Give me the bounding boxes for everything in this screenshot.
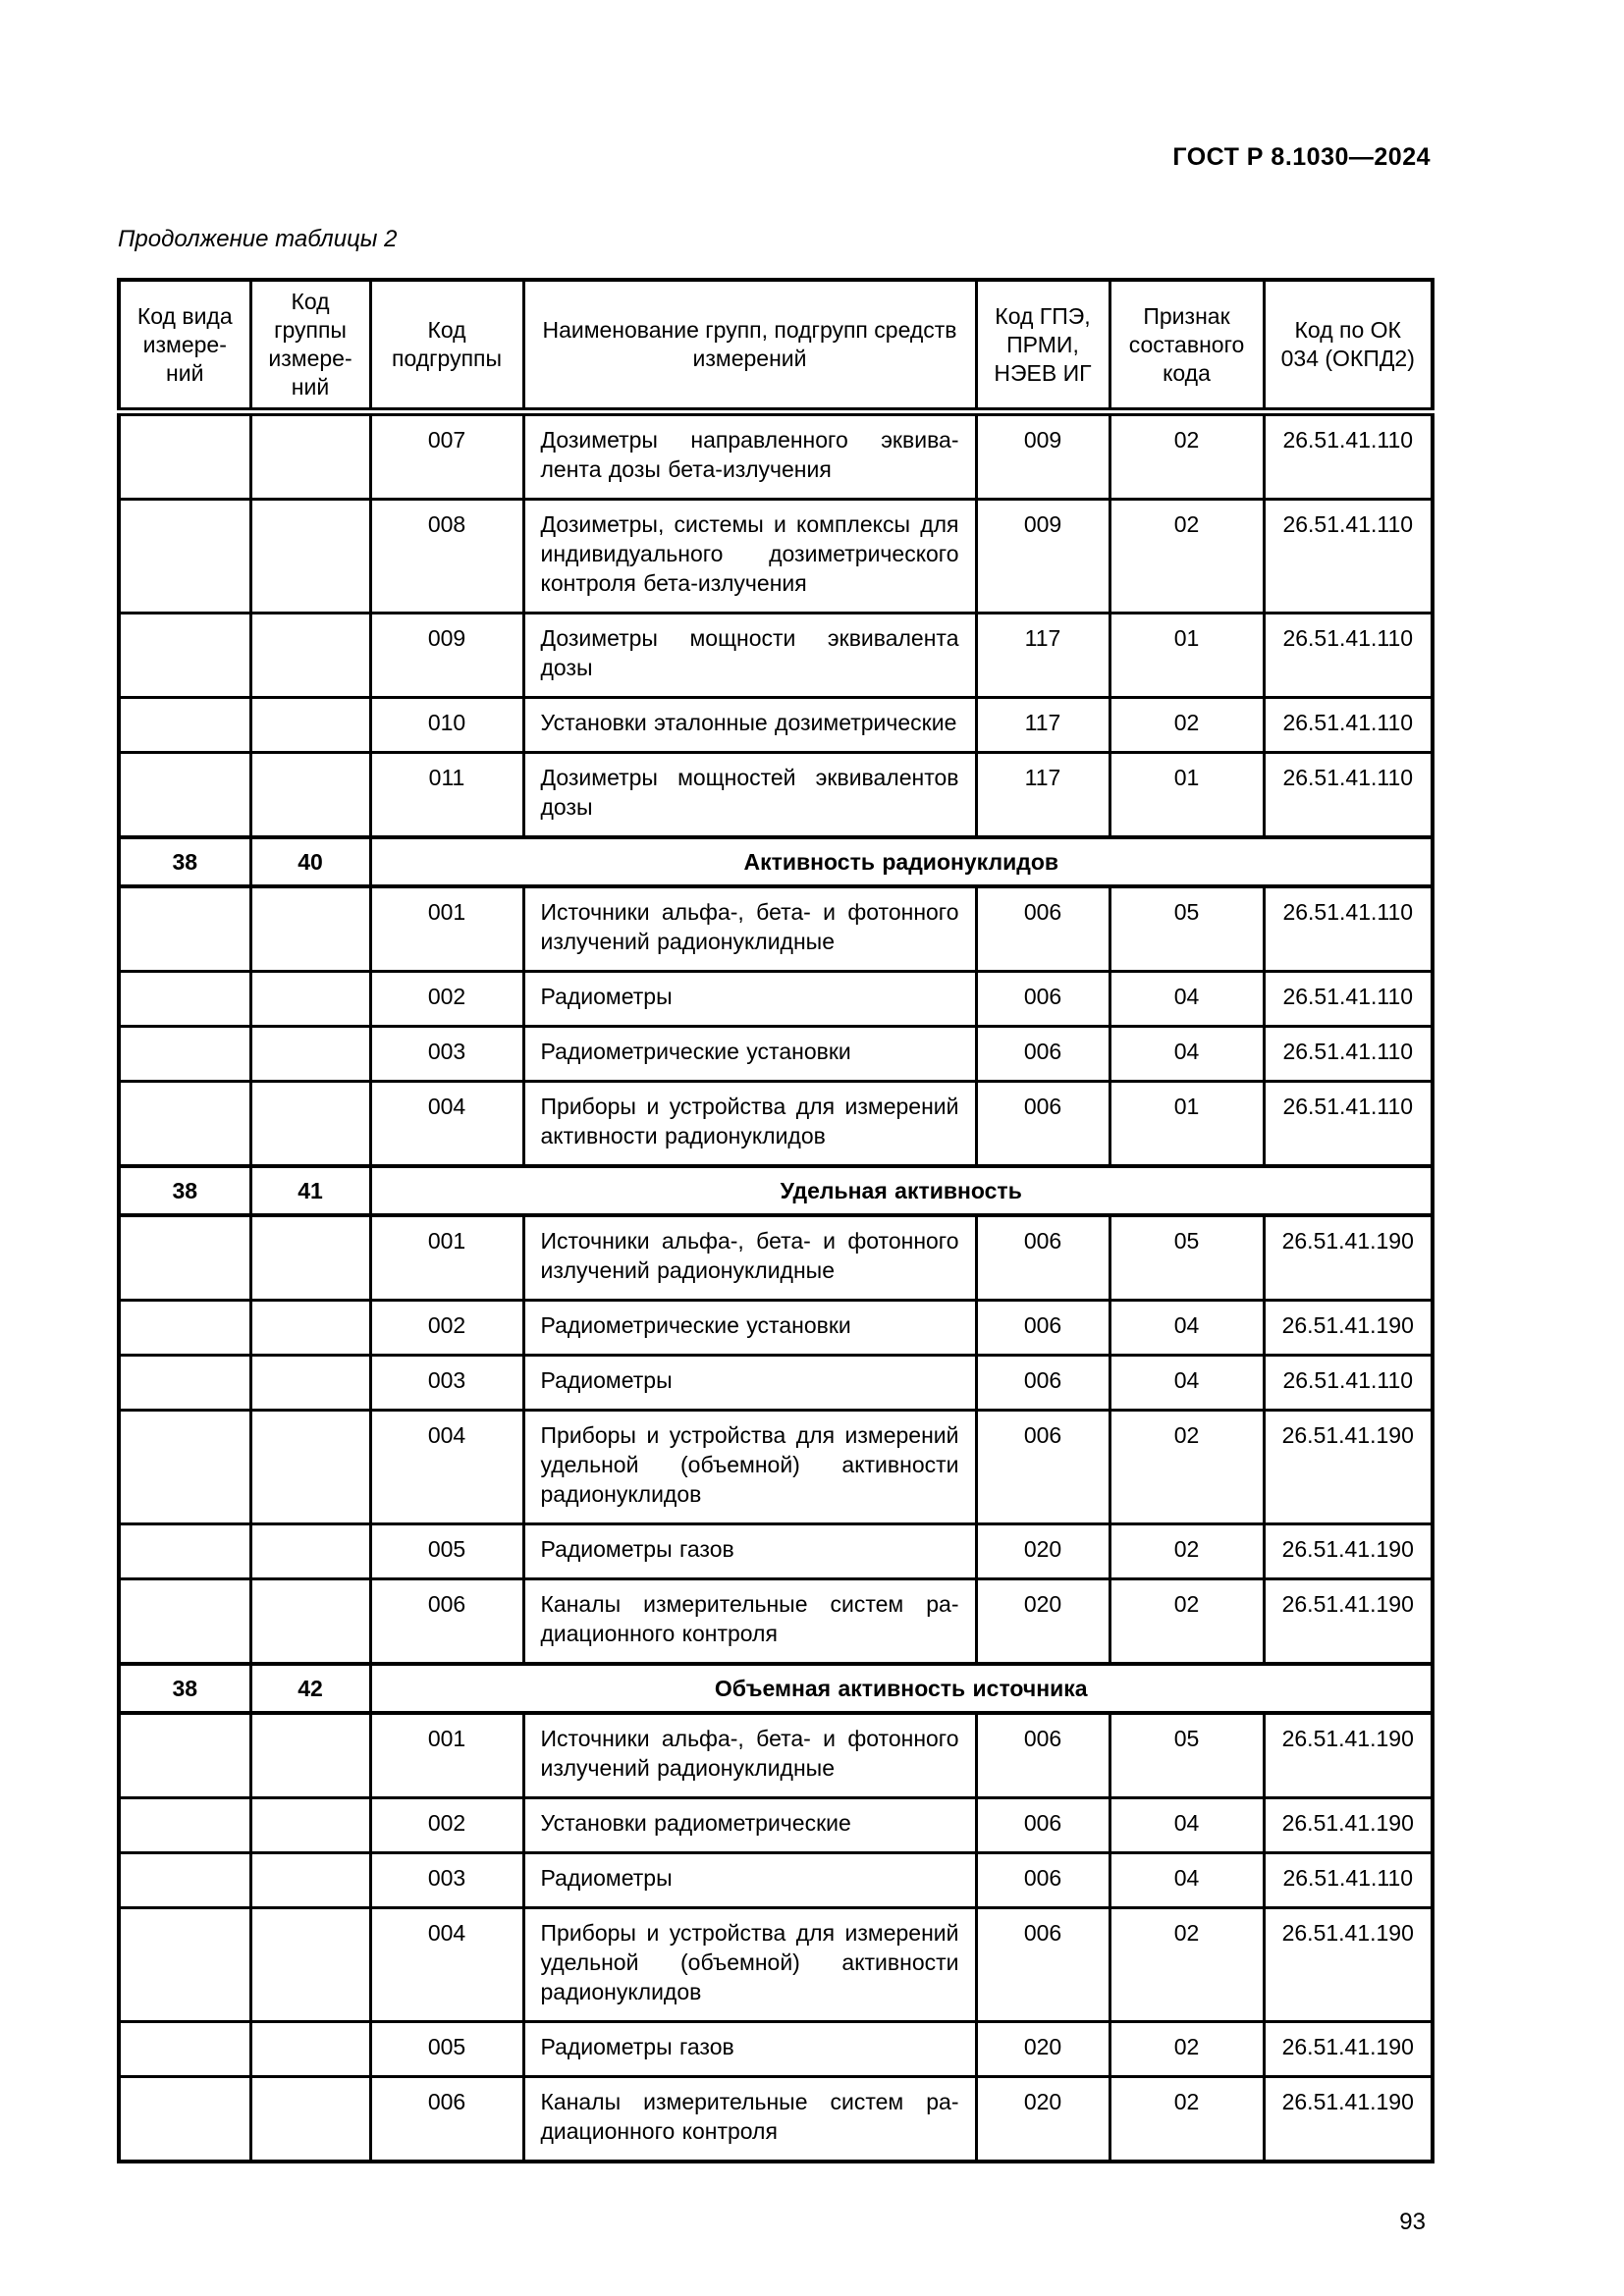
cell-measurement-kind-code — [119, 1027, 250, 1082]
table-row — [119, 1215, 1433, 1301]
cell-name: Радиометры газов — [523, 2022, 976, 2077]
section-row — [119, 1664, 1433, 1713]
cell-gpe-code: 117 — [976, 698, 1110, 753]
cell-measurement-kind-code — [119, 1524, 250, 1579]
cell-okpd-code: 26.51.41.110 — [1264, 1853, 1433, 1908]
cell-name: Радиометрические установки — [523, 1301, 976, 1356]
cell-measurement-kind-code — [119, 2077, 250, 2163]
table-row — [119, 1082, 1433, 1167]
table-row — [119, 1524, 1433, 1579]
cell-measurement-group-code: 42 — [250, 1664, 370, 1713]
cell-measurement-group-code — [250, 1411, 370, 1524]
cell-composite-flag: 04 — [1110, 1798, 1264, 1853]
cell-subgroup-code: 001 — [370, 1713, 523, 1798]
cell-measurement-group-code — [250, 2022, 370, 2077]
col-header-gpe-code: Код ГПЭ, ПРМИ, НЭЕВ ИГ — [976, 280, 1110, 412]
cell-okpd-code: 26.51.41.190 — [1264, 1579, 1433, 1665]
cell-gpe-code: 117 — [976, 753, 1110, 838]
cell-okpd-code: 26.51.41.190 — [1264, 1798, 1433, 1853]
cell-composite-flag: 04 — [1110, 972, 1264, 1027]
cell-subgroup-code: 004 — [370, 1082, 523, 1167]
cell-composite-flag: 02 — [1110, 2077, 1264, 2163]
cell-subgroup-code: 003 — [370, 1853, 523, 1908]
cell-composite-flag: 04 — [1110, 1027, 1264, 1082]
cell-measurement-kind-code: 38 — [119, 837, 250, 886]
cell-measurement-kind-code — [119, 1798, 250, 1853]
cell-subgroup-code: 006 — [370, 2077, 523, 2163]
table-row — [119, 1356, 1433, 1411]
table-row — [119, 1579, 1433, 1665]
cell-gpe-code: 006 — [976, 1082, 1110, 1167]
cell-composite-flag: 02 — [1110, 698, 1264, 753]
cell-composite-flag: 05 — [1110, 1713, 1264, 1798]
cell-measurement-kind-code — [119, 1713, 250, 1798]
table-row — [119, 972, 1433, 1027]
cell-gpe-code: 006 — [976, 1301, 1110, 1356]
cell-okpd-code: 26.51.41.190 — [1264, 2077, 1433, 2163]
cell-subgroup-code: 006 — [370, 1579, 523, 1665]
cell-measurement-group-code — [250, 1579, 370, 1665]
cell-gpe-code: 117 — [976, 614, 1110, 698]
cell-okpd-code: 26.51.41.190 — [1264, 2022, 1433, 2077]
cell-measurement-kind-code: 38 — [119, 1166, 250, 1215]
cell-composite-flag: 04 — [1110, 1853, 1264, 1908]
table-row — [119, 1027, 1433, 1082]
cell-composite-flag: 02 — [1110, 1524, 1264, 1579]
cell-measurement-group-code — [250, 1853, 370, 1908]
table-row — [119, 2022, 1433, 2077]
cell-measurement-group-code — [250, 1713, 370, 1798]
cell-okpd-code: 26.51.41.110 — [1264, 1356, 1433, 1411]
cell-composite-flag: 02 — [1110, 1579, 1264, 1665]
cell-measurement-kind-code — [119, 2022, 250, 2077]
cell-subgroup-code: 009 — [370, 614, 523, 698]
table-row — [119, 2077, 1433, 2163]
cell-measurement-kind-code — [119, 1082, 250, 1167]
cell-subgroup-code: 011 — [370, 753, 523, 838]
table-row — [119, 886, 1433, 972]
cell-okpd-code: 26.51.41.110 — [1264, 614, 1433, 698]
table-row — [119, 412, 1433, 500]
table-row — [119, 500, 1433, 614]
cell-measurement-group-code — [250, 500, 370, 614]
cell-name: Радиометры — [523, 972, 976, 1027]
cell-composite-flag: 02 — [1110, 1411, 1264, 1524]
cell-measurement-group-code — [250, 412, 370, 500]
cell-subgroup-code: 004 — [370, 1411, 523, 1524]
cell-measurement-group-code — [250, 1215, 370, 1301]
cell-measurement-group-code — [250, 1908, 370, 2022]
cell-gpe-code: 009 — [976, 500, 1110, 614]
cell-name: Приборы и устройства для измерений удельной (объемной) активности радионуклидов — [523, 1411, 976, 1524]
cell-name: Радиометры — [523, 1356, 976, 1411]
cell-name: Дозиметры мощности эквивалента дозы — [523, 614, 976, 698]
cell-measurement-group-code — [250, 753, 370, 838]
cell-gpe-code: 020 — [976, 2022, 1110, 2077]
cell-composite-flag: 01 — [1110, 614, 1264, 698]
cell-measurement-group-code: 41 — [250, 1166, 370, 1215]
cell-measurement-group-code — [250, 614, 370, 698]
cell-okpd-code: 26.51.41.110 — [1264, 1027, 1433, 1082]
cell-name: Источники альфа-, бета- и фотонного излучений радионуклидные — [523, 1215, 976, 1301]
cell-measurement-kind-code — [119, 500, 250, 614]
cell-measurement-kind-code — [119, 1301, 250, 1356]
section-title: Активность радионуклидов — [370, 837, 1433, 886]
cell-name: Источники альфа-, бета- и фотонного излучений радионуклидные — [523, 1713, 976, 1798]
section-row — [119, 1166, 1433, 1215]
cell-subgroup-code: 001 — [370, 1215, 523, 1301]
cell-measurement-kind-code — [119, 698, 250, 753]
cell-gpe-code: 006 — [976, 1853, 1110, 1908]
cell-gpe-code: 009 — [976, 412, 1110, 500]
cell-measurement-kind-code — [119, 1215, 250, 1301]
col-header-subgroup-code: Код подгруппы — [370, 280, 523, 412]
cell-okpd-code: 26.51.41.190 — [1264, 1215, 1433, 1301]
cell-okpd-code: 26.51.41.110 — [1264, 698, 1433, 753]
cell-measurement-kind-code: 38 — [119, 1664, 250, 1713]
cell-measurement-group-code — [250, 698, 370, 753]
cell-gpe-code: 006 — [976, 1215, 1110, 1301]
table-caption: Продолжение таблицы 2 — [118, 226, 398, 252]
cell-measurement-group-code — [250, 1027, 370, 1082]
table-row — [119, 1908, 1433, 2022]
cell-gpe-code: 006 — [976, 1798, 1110, 1853]
cell-gpe-code: 006 — [976, 1713, 1110, 1798]
cell-okpd-code: 26.51.41.190 — [1264, 1411, 1433, 1524]
section-title: Объемная активность источника — [370, 1664, 1433, 1713]
cell-name: Радиометрические установки — [523, 1027, 976, 1082]
cell-gpe-code: 006 — [976, 1027, 1110, 1082]
table-row — [119, 1301, 1433, 1356]
cell-subgroup-code: 007 — [370, 412, 523, 500]
cell-name: Приборы и устройства для измерений активности радионуклидов — [523, 1082, 976, 1167]
section-row — [119, 837, 1433, 886]
cell-name: Дозиметры, системы и комплексы для индивидуального дозиметрического контроля бета-излучения — [523, 500, 976, 614]
table-row — [119, 1411, 1433, 1524]
table-header — [119, 280, 1433, 412]
cell-measurement-kind-code — [119, 614, 250, 698]
cell-composite-flag: 02 — [1110, 1908, 1264, 2022]
page-number: 93 — [1399, 2209, 1426, 2235]
cell-name: Дозиметры мощностей эквивалентов дозы — [523, 753, 976, 838]
cell-composite-flag: 05 — [1110, 1215, 1264, 1301]
cell-composite-flag: 01 — [1110, 753, 1264, 838]
cell-name: Приборы и устройства для измерений удельной (объемной) активности радионуклидов — [523, 1908, 976, 2022]
cell-gpe-code: 020 — [976, 1579, 1110, 1665]
cell-composite-flag: 04 — [1110, 1301, 1264, 1356]
cell-name: Радиометры — [523, 1853, 976, 1908]
cell-gpe-code: 006 — [976, 1411, 1110, 1524]
cell-name: Радиометры газов — [523, 1524, 976, 1579]
standard-designation: ГОСТ Р 8.1030—2024 — [1172, 143, 1431, 171]
cell-measurement-kind-code — [119, 412, 250, 500]
cell-okpd-code: 26.51.41.190 — [1264, 1524, 1433, 1579]
cell-measurement-kind-code — [119, 753, 250, 838]
cell-okpd-code: 26.51.41.190 — [1264, 1908, 1433, 2022]
cell-measurement-kind-code — [119, 972, 250, 1027]
section-title: Удельная активность — [370, 1166, 1433, 1215]
table-row — [119, 698, 1433, 753]
cell-composite-flag: 02 — [1110, 412, 1264, 500]
cell-okpd-code: 26.51.41.110 — [1264, 886, 1433, 972]
table-row — [119, 614, 1433, 698]
cell-gpe-code: 006 — [976, 972, 1110, 1027]
table-row — [119, 1853, 1433, 1908]
col-header-name: Наименование групп, подгрупп средств измерений — [523, 280, 976, 412]
cell-subgroup-code: 003 — [370, 1027, 523, 1082]
cell-okpd-code: 26.51.41.190 — [1264, 1301, 1433, 1356]
cell-gpe-code: 006 — [976, 1908, 1110, 2022]
table-row — [119, 1798, 1433, 1853]
cell-subgroup-code: 004 — [370, 1908, 523, 2022]
cell-subgroup-code: 005 — [370, 1524, 523, 1579]
cell-subgroup-code: 002 — [370, 1798, 523, 1853]
cell-measurement-group-code: 40 — [250, 837, 370, 886]
col-header-measurement-group-code: Код группы измерений — [250, 280, 370, 412]
cell-name: Каналы измерительные систем радиационного контроля — [523, 2077, 976, 2163]
cell-name: Каналы измерительные систем радиационного контроля — [523, 1579, 976, 1665]
cell-name: Установки эталонные дозиметрические — [523, 698, 976, 753]
cell-measurement-kind-code — [119, 1579, 250, 1665]
table-row — [119, 753, 1433, 838]
cell-gpe-code: 006 — [976, 886, 1110, 972]
cell-subgroup-code: 010 — [370, 698, 523, 753]
cell-composite-flag: 05 — [1110, 886, 1264, 972]
cell-okpd-code: 26.51.41.110 — [1264, 500, 1433, 614]
cell-gpe-code: 020 — [976, 1524, 1110, 1579]
cell-measurement-kind-code — [119, 1411, 250, 1524]
cell-composite-flag: 01 — [1110, 1082, 1264, 1167]
cell-subgroup-code: 001 — [370, 886, 523, 972]
cell-name: Дозиметры направленного эквивалента дозы бета-излучения — [523, 412, 976, 500]
cell-subgroup-code: 005 — [370, 2022, 523, 2077]
cell-measurement-group-code — [250, 1356, 370, 1411]
cell-measurement-group-code — [250, 1082, 370, 1167]
cell-subgroup-code: 003 — [370, 1356, 523, 1411]
cell-okpd-code: 26.51.41.110 — [1264, 972, 1433, 1027]
cell-gpe-code: 020 — [976, 2077, 1110, 2163]
cell-subgroup-code: 008 — [370, 500, 523, 614]
cell-measurement-kind-code — [119, 1853, 250, 1908]
cell-measurement-kind-code — [119, 886, 250, 972]
cell-name: Установки радиометрические — [523, 1798, 976, 1853]
cell-gpe-code: 006 — [976, 1356, 1110, 1411]
cell-measurement-group-code — [250, 1798, 370, 1853]
cell-measurement-group-code — [250, 972, 370, 1027]
cell-measurement-group-code — [250, 2077, 370, 2163]
cell-measurement-kind-code — [119, 1908, 250, 2022]
measurement-codes-table — [117, 278, 1435, 2163]
cell-okpd-code: 26.51.41.110 — [1264, 1082, 1433, 1167]
cell-measurement-kind-code — [119, 1356, 250, 1411]
cell-subgroup-code: 002 — [370, 1301, 523, 1356]
cell-measurement-group-code — [250, 1524, 370, 1579]
cell-okpd-code: 26.51.41.110 — [1264, 753, 1433, 838]
table-row — [119, 1713, 1433, 1798]
col-header-okpd-code: Код по ОК 034 (ОКПД2) — [1264, 280, 1433, 412]
col-header-measurement-kind-code: Код вида измерений — [119, 280, 250, 412]
cell-composite-flag: 04 — [1110, 1356, 1264, 1411]
cell-subgroup-code: 002 — [370, 972, 523, 1027]
col-header-composite-flag: Признак составного кода — [1110, 280, 1264, 412]
cell-composite-flag: 02 — [1110, 2022, 1264, 2077]
cell-measurement-group-code — [250, 1301, 370, 1356]
cell-composite-flag: 02 — [1110, 500, 1264, 614]
cell-okpd-code: 26.51.41.110 — [1264, 412, 1433, 500]
cell-okpd-code: 26.51.41.190 — [1264, 1713, 1433, 1798]
cell-name: Источники альфа-, бета- и фотонного излучений радионуклидные — [523, 886, 976, 972]
table-body — [119, 412, 1433, 2163]
cell-measurement-group-code — [250, 886, 370, 972]
header-row — [119, 280, 1433, 412]
